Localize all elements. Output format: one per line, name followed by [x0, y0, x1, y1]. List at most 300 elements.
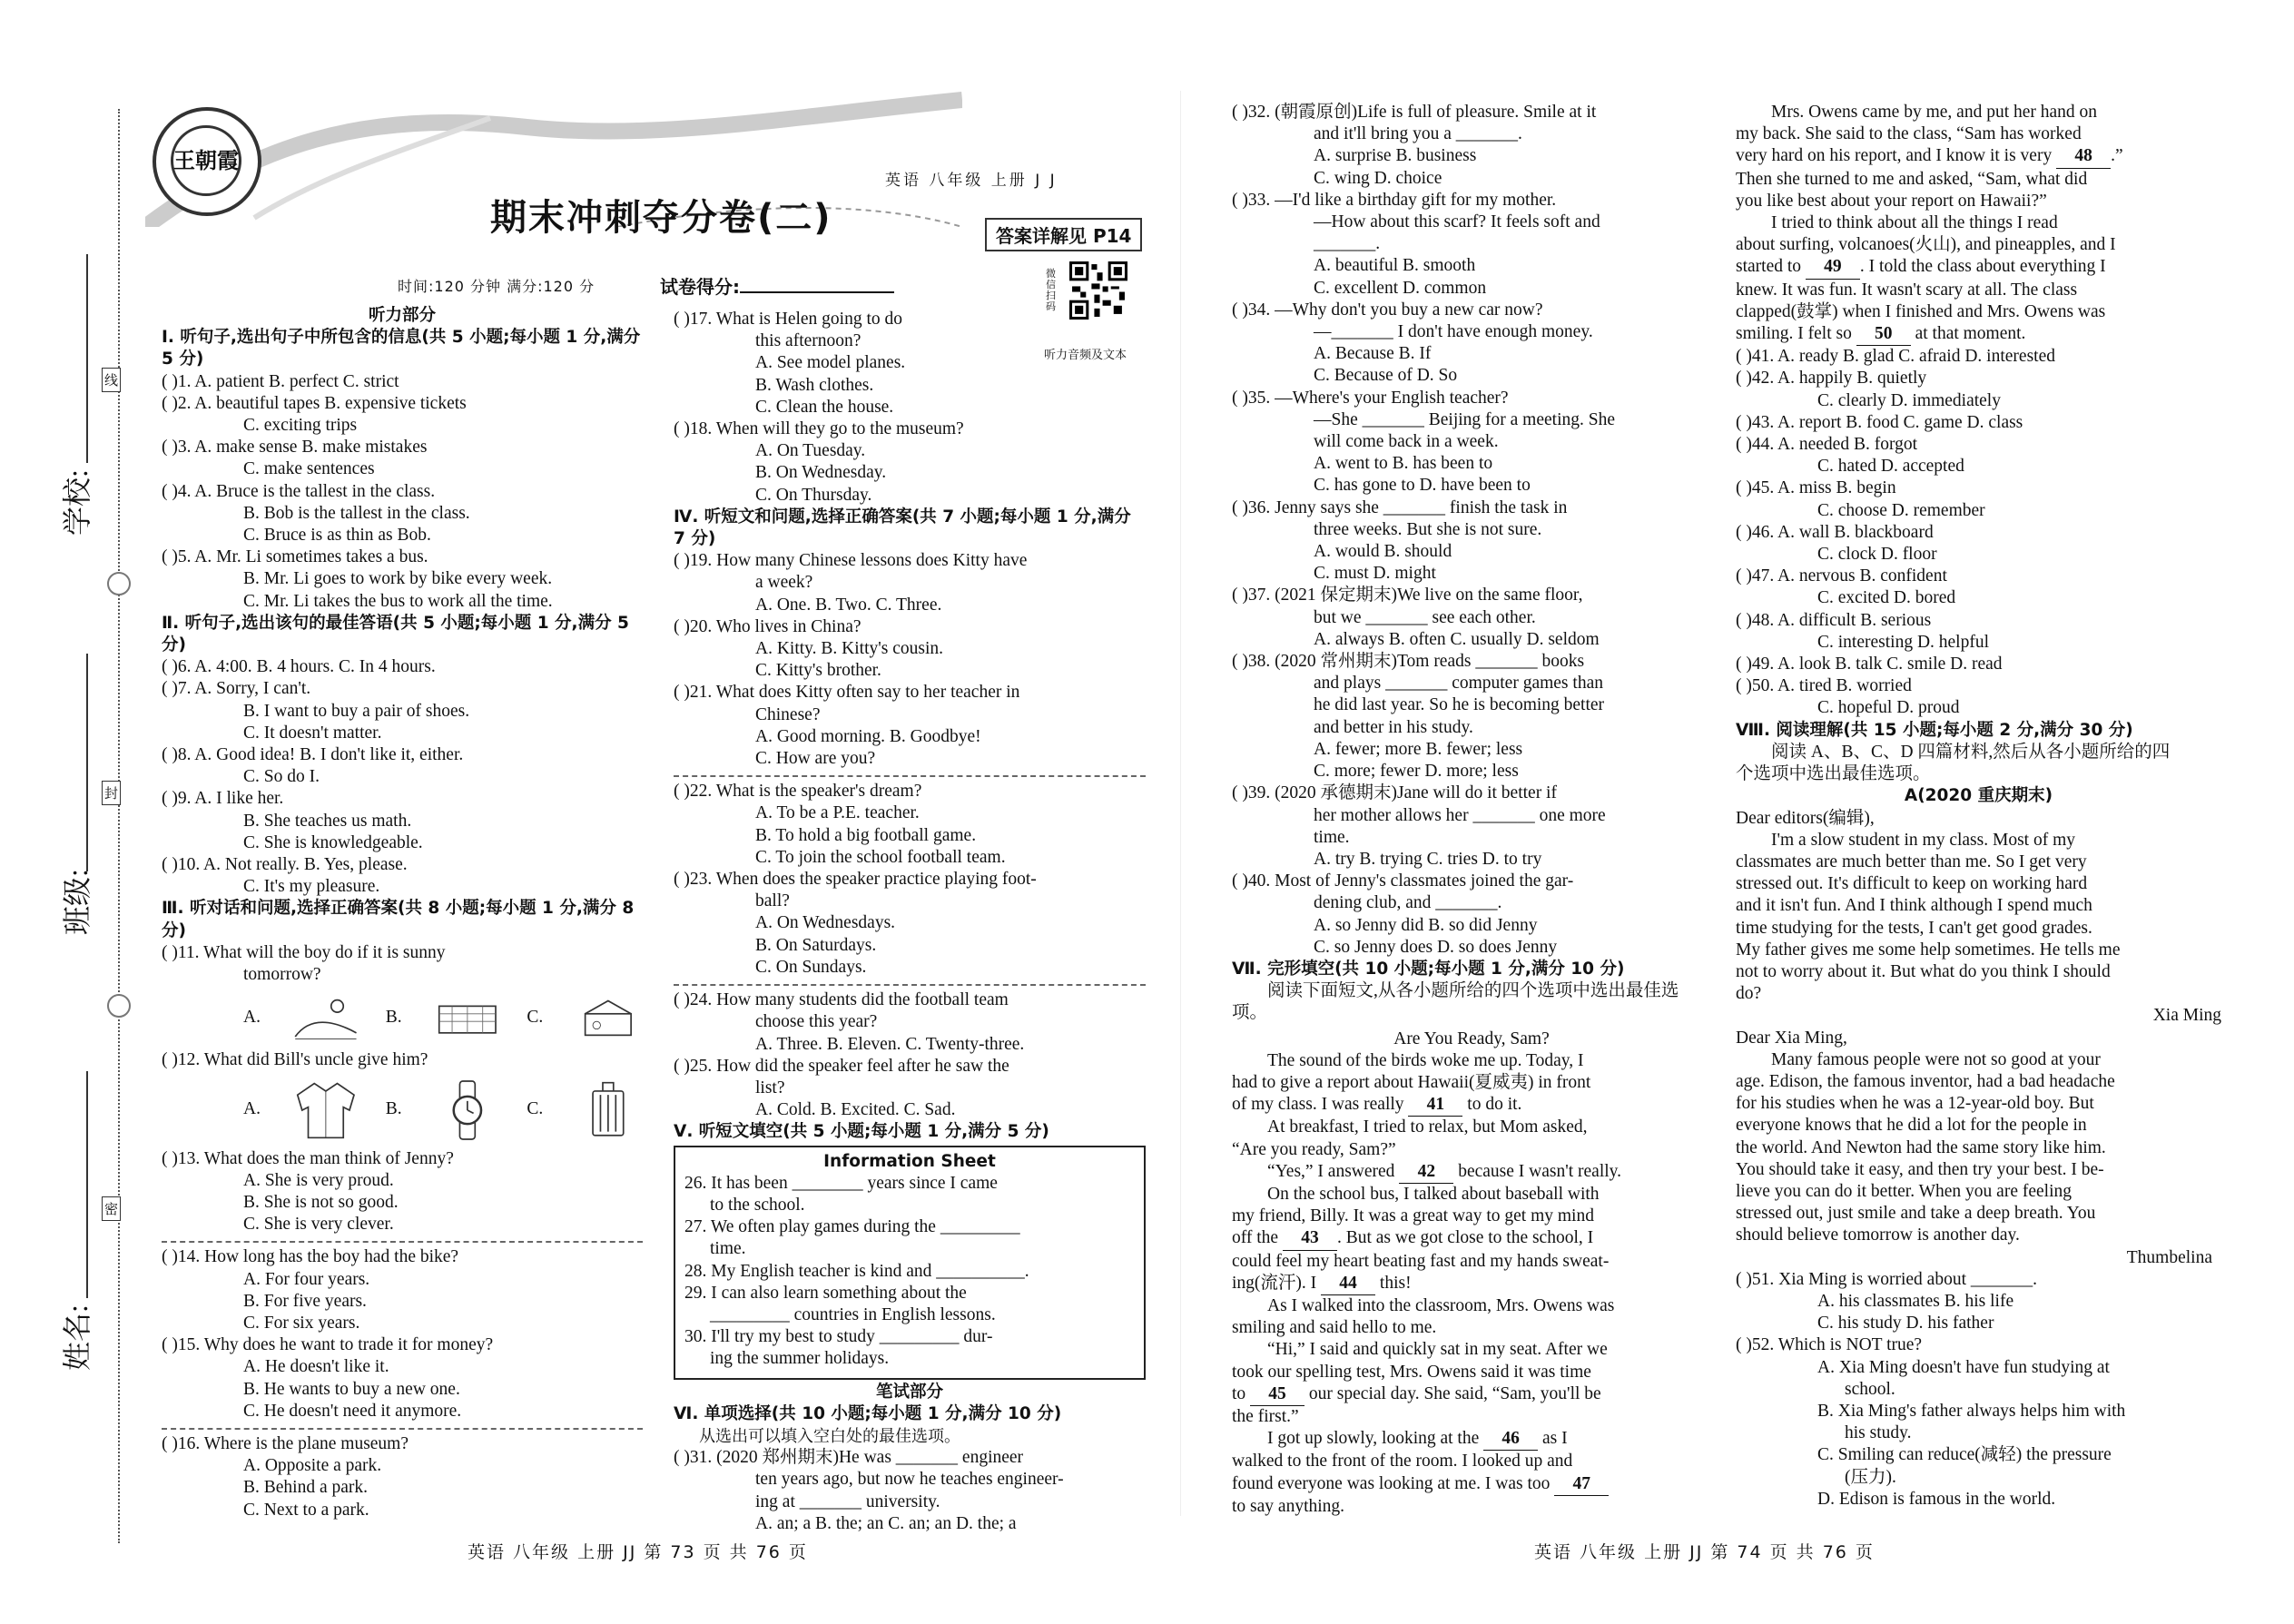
story-line: smiling and said hello to me.	[1232, 1318, 1437, 1338]
suitcase-picture-icon	[574, 1074, 643, 1147]
question-13-option-c: C. She is very clever.	[243, 1215, 394, 1235]
reply-line: lieve you can do it better. When you are feeling	[1736, 1181, 2072, 1201]
section-5-heading: Ⅴ. 听短文填空(共 5 小题;每小题 1 分,满分 5 分)	[674, 1122, 1049, 1142]
question-3-option-c: C. make sentences	[243, 459, 375, 479]
question-52: ( )52. Which is NOT true?	[1736, 1335, 1923, 1355]
section-4-heading: Ⅳ. 听短文和问题,选择正确答案(共 7 小题;每小题 1 分,满分 7 分)	[674, 507, 1131, 549]
question-34-options-cd: C. Because of D. So	[1314, 366, 1458, 386]
question-52-option-a-cont: school.	[1845, 1379, 1895, 1399]
answer-reference: 答案详解见 P14	[985, 218, 1142, 251]
question-18-option-c: C. On Thursday.	[755, 485, 872, 505]
item-30-cont: ing the summer holidays.	[710, 1349, 890, 1369]
question-19-options: A. One. B. Two. C. Three.	[755, 595, 942, 615]
information-sheet	[674, 1146, 1146, 1380]
question-23-option-c: C. On Sundays.	[755, 957, 867, 977]
question-15-option-c: C. He doesn't need it anymore.	[243, 1401, 462, 1421]
question-13-option-b: B. She is not so good.	[243, 1192, 399, 1212]
question-12-pictures	[162, 1072, 643, 1148]
story-line-43	[1232, 1227, 1711, 1250]
dashed-separator	[674, 775, 1146, 777]
story-line: had to give a report about Hawaii(夏威夷) in front	[1232, 1072, 1591, 1092]
question-21-options: A. Good morning. B. Goodbye!	[755, 726, 981, 746]
question-15: ( )15. Why does he want to trade it for money?	[162, 1335, 494, 1355]
text: off the	[1232, 1228, 1279, 1248]
letter-line: time studying for the tests, I can't get good grades.	[1736, 918, 2092, 938]
section-6-instruction: 从选出可以填入空白处的最佳选项。	[699, 1426, 960, 1445]
question-21-option-c: C. How are you?	[755, 749, 876, 769]
letter-line: and it isn't fun. And I think although I spend much	[1736, 896, 2092, 916]
question-5-option-b: B. Mr. Li goes to work by bike every week.	[243, 569, 553, 589]
item-26-cont: to the school.	[710, 1195, 805, 1215]
question-19-cont: a week?	[755, 573, 813, 593]
written-part-title: 笔试部分	[875, 1382, 943, 1402]
question-23-option-b: B. On Saturdays.	[755, 935, 877, 955]
story-line: The sound of the birds woke me up. Today, I	[1267, 1050, 1584, 1070]
question-33-cont2: _______.	[1314, 234, 1381, 254]
question-38-cont3: and better in his study.	[1314, 717, 1473, 737]
page-title: 期末冲刺夺分卷(二)	[490, 197, 832, 239]
class-blank-line	[86, 654, 88, 871]
question-24: ( )24. How many students did the football team	[674, 990, 1009, 1010]
qr-side-text: 微信扫码	[1046, 268, 1056, 312]
question-52-option-d: D. Edison is famous in the world.	[1817, 1489, 2056, 1509]
reply-line: stressed out, just smile and take a deep breath. You	[1736, 1204, 2096, 1224]
page-divider	[1180, 91, 1181, 1516]
school-blank-line	[86, 254, 88, 463]
question-24-options: A. Three. B. Eleven. C. Twenty-three.	[755, 1034, 1025, 1054]
question-47-options-cd: C. excited D. bored	[1817, 588, 1956, 608]
story-line-41	[1232, 1094, 1711, 1117]
question-32-options-cd: C. wing D. choice	[1314, 168, 1442, 188]
text: started to	[1736, 257, 1802, 277]
text: because I wasn't really.	[1458, 1161, 1622, 1181]
question-2-option-c: C. exciting trips	[243, 416, 358, 436]
section-6-heading: Ⅵ. 单项选择(共 10 小题;每小题 1 分,满分 10 分)	[674, 1403, 1062, 1423]
watch-picture-icon	[433, 1074, 502, 1147]
story-line: took our spelling test, Mrs. Owens said it was time	[1232, 1362, 1591, 1382]
seal-mark-line: 线	[102, 368, 121, 392]
binding-hole	[107, 994, 131, 1018]
question-52-option-b: B. Xia Ming's father always helps him with	[1817, 1401, 2126, 1421]
binding-hole	[107, 572, 131, 595]
question-5: ( )5. A. Mr. Li sometimes takes a bus.	[162, 547, 428, 567]
question-22-option-a: A. To be a P.E. teacher.	[755, 803, 920, 823]
text: . But as we got close to the school, I	[1336, 1228, 1594, 1248]
section-1-heading: Ⅰ. 听句子,选出句子中所包含的信息(共 5 小题;每小题 1 分,满分 5 分)	[162, 328, 641, 369]
question-40-cont: dening club, and _______.	[1314, 893, 1502, 913]
story-line: the first.”	[1232, 1406, 1299, 1426]
score-field	[660, 272, 894, 299]
question-42: ( )42. A. happily B. quietly	[1736, 369, 1927, 389]
question-14-option-b: B. For five years.	[243, 1291, 367, 1311]
question-46: ( )46. A. wall B. blackboard	[1736, 522, 1934, 542]
question-37: ( )37. (2021 保定期末)We live on the same floor,	[1232, 586, 1583, 605]
question-8-option-c: C. So do I.	[243, 767, 320, 787]
question-32-options-ab: A. surprise B. business	[1314, 146, 1477, 166]
reply-line: for his studies when he was a 12-year-old boy. But	[1736, 1094, 2094, 1114]
story-line-47	[1232, 1473, 1711, 1496]
shopping-picture-icon	[433, 990, 502, 1045]
question-24-cont: choose this year?	[755, 1012, 878, 1032]
text: of my class. I was really	[1232, 1095, 1404, 1115]
story-line: On the school bus, I talked about baseball with	[1267, 1184, 1600, 1204]
question-25-cont: list?	[755, 1078, 785, 1097]
time-score-info: 时间:120 分钟 满分:120 分	[398, 278, 596, 295]
item-29: 29. I can also learn something about the	[684, 1283, 967, 1303]
option-b-label: B.	[385, 1099, 402, 1119]
question-21-cont: Chinese?	[755, 704, 821, 724]
column-4	[1736, 102, 2221, 1511]
question-39-cont: her mother allows her _______ one more	[1314, 805, 1606, 825]
question-46-options-cd: C. clock D. floor	[1817, 545, 1937, 565]
question-40-options-cd: C. so Jenny does D. so does Jenny	[1314, 937, 1558, 957]
question-39-cont2: time.	[1314, 827, 1350, 847]
question-17-option-a: A. See model planes.	[755, 353, 906, 373]
question-36: ( )36. Jenny says she _______ finish the task in	[1232, 497, 1568, 517]
section-8-instruction-cont: 个选项中选出最佳选项。	[1736, 764, 1931, 784]
question-17-option-b: B. Wash clothes.	[755, 375, 874, 395]
story-line: Mrs. Owens came by me, and put her hand on	[1771, 103, 2098, 122]
reply-line: everyone knows that he did a lot for the people in	[1736, 1116, 2087, 1136]
story-line: As I walked into the classroom, Mrs. Owens was	[1267, 1295, 1615, 1315]
text: to	[1232, 1383, 1246, 1403]
question-9-option-b: B. She teaches us math.	[243, 811, 412, 831]
question-37-options: A. always B. often C. usually D. seldom	[1314, 629, 1600, 649]
question-33-options-ab: A. beautiful B. smooth	[1314, 256, 1476, 276]
question-18-option-b: B. On Wednesday.	[755, 463, 887, 483]
dashed-separator	[162, 1241, 643, 1243]
question-52-option-a: A. Xia Ming doesn't have fun studying at	[1817, 1357, 2110, 1377]
question-13-option-a: A. She is very proud.	[243, 1170, 394, 1190]
question-52-option-b-cont: his study.	[1845, 1423, 1912, 1443]
item-30: 30. I'll try my best to study _________ dur-	[684, 1327, 993, 1347]
story-line: At breakfast, I tried to relax, but Mom asked,	[1267, 1117, 1588, 1137]
question-40-options-ab: A. so Jenny did B. so did Jenny	[1314, 915, 1538, 935]
question-52-option-c: C. Smiling can reduce(减轻) the pressure	[1817, 1445, 2112, 1465]
reply-signature: Thumbelina	[2126, 1247, 2212, 1267]
question-7-option-b: B. I want to buy a pair of shoes.	[243, 701, 470, 721]
question-1: ( )1. A. patient B. perfect C. strict	[162, 371, 399, 391]
cut-line	[118, 109, 120, 1543]
item-29-cont: _________ countries in English lessons.	[710, 1304, 996, 1324]
story-line: you like best about your report on Hawaii?”	[1736, 191, 2047, 211]
reply-line: Many famous people were not so good at your	[1771, 1049, 2101, 1069]
question-23: ( )23. When does the speaker practice playing foot-	[674, 870, 1037, 890]
story-line: walked to the front of the room. I looked up and	[1232, 1452, 1573, 1471]
footer-right: 英语 八年级 上册 JJ 第 74 页 共 76 页	[1534, 1542, 1875, 1562]
story-line: to say anything.	[1232, 1496, 1345, 1516]
question-32-cont: and it'll bring you a _______.	[1314, 124, 1522, 144]
letter-greeting: Dear editors(编辑),	[1736, 808, 1875, 828]
story-line-48	[1736, 145, 2221, 168]
blank-50: 50	[1856, 323, 1911, 346]
blank-41: 41	[1408, 1094, 1462, 1117]
story-line: clapped(鼓掌) when I finished and Mrs. Owens was	[1736, 301, 2106, 321]
reply-greeting: Dear Xia Ming,	[1736, 1028, 1847, 1048]
story-line: my back. She said to the class, “Sam has worked	[1736, 124, 2082, 144]
letter-line: I'm a slow student in my class. Most of my	[1771, 830, 2075, 850]
text: this!	[1379, 1273, 1412, 1293]
blank-47: 47	[1554, 1473, 1609, 1496]
item-27: 27. We often play games during the _________	[684, 1217, 1020, 1237]
question-4: ( )4. A. Bruce is the tallest in the class.	[162, 481, 436, 501]
blank-44: 44	[1321, 1273, 1375, 1295]
story-line-46	[1232, 1428, 1711, 1451]
text: “Yes,” I answered	[1267, 1161, 1395, 1181]
question-22: ( )22. What is the speaker's dream?	[674, 782, 922, 802]
text: at that moment.	[1915, 324, 2026, 344]
story-line-44	[1232, 1273, 1711, 1295]
binding-sidebar	[0, 0, 123, 1624]
passage-a-title: A(2020 重庆期末)	[1904, 786, 2053, 806]
seal-mark-secret: 密	[102, 1196, 121, 1221]
letter-line: do?	[1736, 984, 1762, 1004]
question-33-options-cd: C. excellent D. common	[1314, 278, 1487, 298]
reply-line: age. Edison, the famous inventor, had a bad headache	[1736, 1071, 2115, 1091]
story-line-45	[1232, 1383, 1711, 1406]
question-35-options-ab: A. went to B. has been to	[1314, 454, 1493, 474]
question-7: ( )7. A. Sorry, I can't.	[162, 679, 311, 699]
story-line-49	[1736, 256, 2221, 279]
question-52-option-c-cont: (压力).	[1845, 1467, 1896, 1487]
question-34-cont: —_______ I don't have enough money.	[1314, 322, 1593, 342]
school-label: 学校:	[61, 469, 94, 536]
question-32: ( )32. (朝霞原创)Life is full of pleasure. Smile at it	[1232, 103, 1597, 122]
question-31: ( )31. (2020 郑州期末)He was _______ engineer	[674, 1448, 1024, 1468]
question-21: ( )21. What does Kitty often say to her teacher in	[674, 683, 1020, 703]
question-38-cont: and plays _______ computer games than	[1314, 674, 1603, 694]
question-36-cont: three weeks. But she is not sure.	[1314, 519, 1542, 539]
question-25: ( )25. How did the speaker feel after he saw the	[674, 1056, 1009, 1076]
question-41: ( )41. A. ready B. glad C. afraid D. interested	[1736, 347, 2055, 367]
story-title: Are You Ready, Sam?	[1393, 1029, 1550, 1048]
story-line-50	[1736, 323, 2221, 346]
qr-caption: 听力音频及文本	[1044, 349, 1127, 362]
text: . I told the class about everything I	[1859, 257, 2106, 277]
question-9-option-c: C. She is knowledgeable.	[243, 832, 423, 852]
jacket-picture-icon	[291, 1074, 360, 1147]
story-line: Then she turned to me and asked, “Sam, what did	[1736, 169, 2088, 189]
story-line: could feel my heart beating fast and my hands sweat-	[1232, 1251, 1610, 1271]
question-22-option-b: B. To hold a big football game.	[755, 825, 977, 845]
question-14-option-a: A. For four years.	[243, 1269, 370, 1289]
score-label: 试卷得分:	[660, 276, 740, 298]
section-8-instruction: 阅读 A、B、C、D 四篇材料,然后从各小题所给的四	[1771, 742, 2171, 762]
letter-line: stressed out. It's difficult to keep on working hard	[1736, 874, 2088, 894]
story-line: my friend, Billy. It was a great way to get my mind	[1232, 1206, 1594, 1226]
story-line: knew. It was fun. It wasn't scary at all. The class	[1736, 280, 2078, 300]
question-7-option-c: C. It doesn't matter.	[243, 723, 382, 743]
letter-line: My father gives me some help sometimes. He tells me	[1736, 940, 2121, 960]
question-48-options-cd: C. interesting D. helpful	[1817, 632, 1990, 652]
question-33-cont: —How about this scarf? It feels soft and	[1314, 212, 1600, 232]
item-27-cont: time.	[710, 1239, 746, 1259]
question-16: ( )16. Where is the plane museum?	[162, 1433, 409, 1453]
question-18: ( )18. When will they go to the museum?	[674, 419, 964, 439]
story-line: I tried to think about all the things I read	[1771, 213, 2058, 233]
question-18-option-a: A. On Tuesday.	[755, 441, 866, 461]
reply-line: the world. And Newton had the same story like him.	[1736, 1137, 2106, 1157]
text: to do it.	[1467, 1095, 1522, 1115]
section-7-instruction: 阅读下面短文,从各小题所给的四个选项中选出最佳选项。	[1232, 981, 1679, 1023]
text: very hard on his report, and I know it is very	[1736, 146, 2053, 166]
letter-signature: Xia Ming	[2152, 1006, 2221, 1026]
question-17: ( )17. What is Helen going to do	[674, 310, 903, 329]
question-3: ( )3. A. make sense B. make mistakes	[162, 438, 428, 458]
question-44: ( )44. A. needed B. forgot	[1736, 435, 1918, 455]
story-line: “Are you ready, Sam?”	[1232, 1139, 1396, 1159]
question-4-option-c: C. Bruce is as thin as Bob.	[243, 526, 431, 546]
question-31-options: A. an; a B. the; an C. an; an D. the; a	[755, 1513, 1017, 1533]
blank-43: 43	[1283, 1227, 1337, 1250]
question-40: ( )40. Most of Jenny's classmates joined the gar-	[1232, 871, 1574, 891]
question-5-option-c: C. Mr. Li takes the bus to work all the time.	[243, 591, 553, 611]
question-9: ( )9. A. I like her.	[162, 789, 284, 809]
logo-text: 王朝霞	[171, 125, 241, 196]
question-49: ( )49. A. look B. talk C. smile D. read	[1736, 655, 2003, 674]
option-b-label: B.	[385, 1008, 402, 1028]
question-20-options: A. Kitty. B. Kitty's cousin.	[755, 639, 944, 659]
blank-49: 49	[1806, 256, 1860, 279]
question-42-options-cd: C. clearly D. immediately	[1817, 390, 2001, 410]
reply-line: should believe tomorrow is another day.	[1736, 1225, 2020, 1245]
question-22-option-c: C. To join the school football team.	[755, 847, 1006, 867]
question-34-options-ab: A. Because B. If	[1314, 344, 1432, 364]
name-blank-line	[86, 1071, 88, 1298]
blank-42: 42	[1399, 1161, 1453, 1184]
dashed-separator	[674, 984, 1146, 986]
question-35-cont: —She _______ Beijing for a meeting. She	[1314, 409, 1615, 429]
question-2: ( )2. A. beautiful tapes B. expensive tickets	[162, 393, 467, 413]
question-50-options-cd: C. hopeful D. proud	[1817, 698, 1960, 718]
question-51-options-ab: A. his classmates B. his life	[1817, 1291, 2014, 1311]
question-16-option-b: B. Behind a park.	[243, 1478, 369, 1498]
question-11-pictures	[162, 986, 643, 1049]
option-c-label: C.	[527, 1008, 544, 1028]
question-51-options-cd: C. his study D. his father	[1817, 1314, 1994, 1334]
question-45: ( )45. A. miss B. begin	[1736, 478, 1896, 498]
blank-45: 45	[1250, 1383, 1305, 1406]
question-14-option-c: C. For six years.	[243, 1313, 360, 1333]
question-25-options: A. Cold. B. Excited. C. Sad.	[755, 1100, 956, 1120]
blank-46: 46	[1483, 1428, 1538, 1451]
question-34: ( )34. —Why don't you buy a new car now?	[1232, 300, 1543, 320]
question-37-cont: but we _______ see each other.	[1314, 607, 1536, 627]
item-28: 28. My English teacher is kind and __________.	[684, 1261, 1029, 1281]
question-44-options-cd: C. hated D. accepted	[1817, 457, 1964, 477]
information-sheet-title: Information Sheet	[823, 1151, 996, 1171]
question-8: ( )8. A. Good idea! B. I don't like it, either.	[162, 745, 464, 765]
question-10-option-c: C. It's my pleasure.	[243, 877, 380, 897]
question-17-option-c: C. Clean the house.	[755, 397, 894, 417]
question-11-cont: tomorrow?	[243, 965, 321, 985]
class-label: 班级:	[61, 869, 94, 935]
option-a-label: A.	[243, 1008, 261, 1028]
question-43: ( )43. A. report B. food C. game D. class	[1736, 412, 2023, 432]
question-12: ( )12. What did Bill's uncle give him?	[162, 1050, 428, 1070]
story-line-42	[1232, 1161, 1711, 1184]
dashed-separator	[162, 1428, 643, 1430]
blank-48: 48	[2056, 145, 2111, 168]
seal-mark-seal: 封	[102, 781, 121, 805]
question-36-options-cd: C. must D. might	[1314, 564, 1436, 584]
question-15-option-b: B. He wants to buy a new one.	[243, 1379, 460, 1399]
text: I got up slowly, looking at the	[1267, 1429, 1480, 1449]
question-15-option-a: A. He doesn't like it.	[243, 1357, 389, 1377]
beach-picture-icon	[291, 990, 360, 1045]
story-line: “Hi,” I said and quickly sat in my seat. After we	[1267, 1340, 1608, 1360]
question-20-option-c: C. Kitty's brother.	[755, 661, 881, 681]
story-line: about surfing, volcanoes(火山), and pineapples, and I	[1736, 235, 2116, 255]
text: as I	[1542, 1429, 1568, 1449]
question-14: ( )14. How long has the boy had the bike?	[162, 1247, 459, 1267]
picnic-picture-icon	[574, 990, 643, 1045]
question-51: ( )51. Xia Ming is worried about _______.	[1736, 1269, 2037, 1289]
question-35-options-cd: C. has gone to D. have been to	[1314, 476, 1531, 496]
question-23-option-a: A. On Wednesdays.	[755, 913, 896, 933]
question-16-option-c: C. Next to a park.	[243, 1500, 369, 1520]
section-8-heading: Ⅷ. 阅读理解(共 15 小题;每小题 2 分,满分 30 分)	[1736, 720, 2133, 740]
section-2-heading: Ⅱ. 听句子,选出该句的最佳答语(共 5 小题;每小题 1 分,满分 5 分)	[162, 613, 629, 655]
question-23-cont: ball?	[755, 891, 790, 911]
question-35: ( )35. —Where's your English teacher?	[1232, 388, 1509, 408]
question-38-options-ab: A. fewer; more B. fewer; less	[1314, 739, 1523, 759]
question-16-option-a: A. Opposite a park.	[243, 1456, 382, 1476]
text: our special day. She said, “Sam, you'll be	[1308, 1383, 1601, 1403]
subject-tag: 英语 八年级 上册 J J	[885, 172, 1058, 190]
question-39-options: A. try B. trying C. tries D. to try	[1314, 849, 1542, 869]
option-a-label: A.	[243, 1099, 261, 1119]
question-47: ( )47. A. nervous B. confident	[1736, 566, 1947, 586]
footer-left: 英语 八年级 上册 JJ 第 73 页 共 76 页	[468, 1542, 808, 1562]
question-11: ( )11. What will the boy do if it is sunny	[162, 942, 446, 962]
brand-logo	[153, 107, 261, 216]
question-19: ( )19. How many Chinese lessons does Kitty have	[674, 551, 1028, 571]
column-1	[162, 305, 643, 1521]
question-45-options-cd: C. choose D. remember	[1817, 500, 1985, 520]
question-38-cont2: he did last year. So he is becoming better	[1314, 695, 1605, 715]
question-35-cont2: will come back in a week.	[1314, 432, 1499, 452]
question-38: ( )38. (2020 常州期末)Tom reads _______ books	[1232, 652, 1585, 672]
text: smiling. I felt so	[1736, 324, 1852, 344]
question-20: ( )20. Who lives in China?	[674, 616, 861, 636]
question-38-options-cd: C. more; fewer D. more; less	[1314, 762, 1519, 782]
option-c-label: C.	[527, 1099, 544, 1119]
question-13: ( )13. What does the man think of Jenny?	[162, 1148, 454, 1168]
question-39: ( )39. (2020 承德期末)Jane will do it better if	[1232, 783, 1557, 803]
item-26: 26. It has been ________ years since I came	[684, 1173, 998, 1193]
question-33: ( )33. —I'd like a birthday gift for my mother.	[1232, 190, 1557, 210]
section-7-heading: Ⅶ. 完形填空(共 10 小题;每小题 1 分,满分 10 分)	[1232, 959, 1625, 979]
question-48: ( )48. A. difficult B. serious	[1736, 610, 1932, 630]
question-31-cont: ten years ago, but now he teaches engineer-	[755, 1470, 1064, 1490]
question-36-options-ab: A. would B. should	[1314, 542, 1452, 562]
question-6: ( )6. A. 4:00. B. 4 hours. C. In 4 hours.	[162, 657, 436, 677]
name-label: 姓名:	[61, 1304, 94, 1371]
reply-line: You should take it easy, and then try your best. I be-	[1736, 1159, 2104, 1179]
text: found everyone was looking at me. I was too	[1232, 1473, 1551, 1493]
column-3	[1232, 102, 1711, 1518]
question-4-option-b: B. Bob is the tallest in the class.	[243, 503, 470, 523]
letter-line: classmates are much better than me. So I get very	[1736, 851, 2087, 871]
text: ing(流汗). I	[1232, 1273, 1317, 1293]
question-31-cont2: ing at _______ university.	[755, 1491, 940, 1511]
column-2	[674, 309, 1146, 1535]
question-10: ( )10. A. Not really. B. Yes, please.	[162, 855, 408, 875]
question-17-cont: this afternoon?	[755, 331, 861, 351]
listening-title: 听力部分	[368, 306, 436, 325]
section-3-heading: Ⅲ. 听对话和问题,选择正确答案(共 8 小题;每小题 1 分,满分 8 分)	[162, 899, 635, 940]
